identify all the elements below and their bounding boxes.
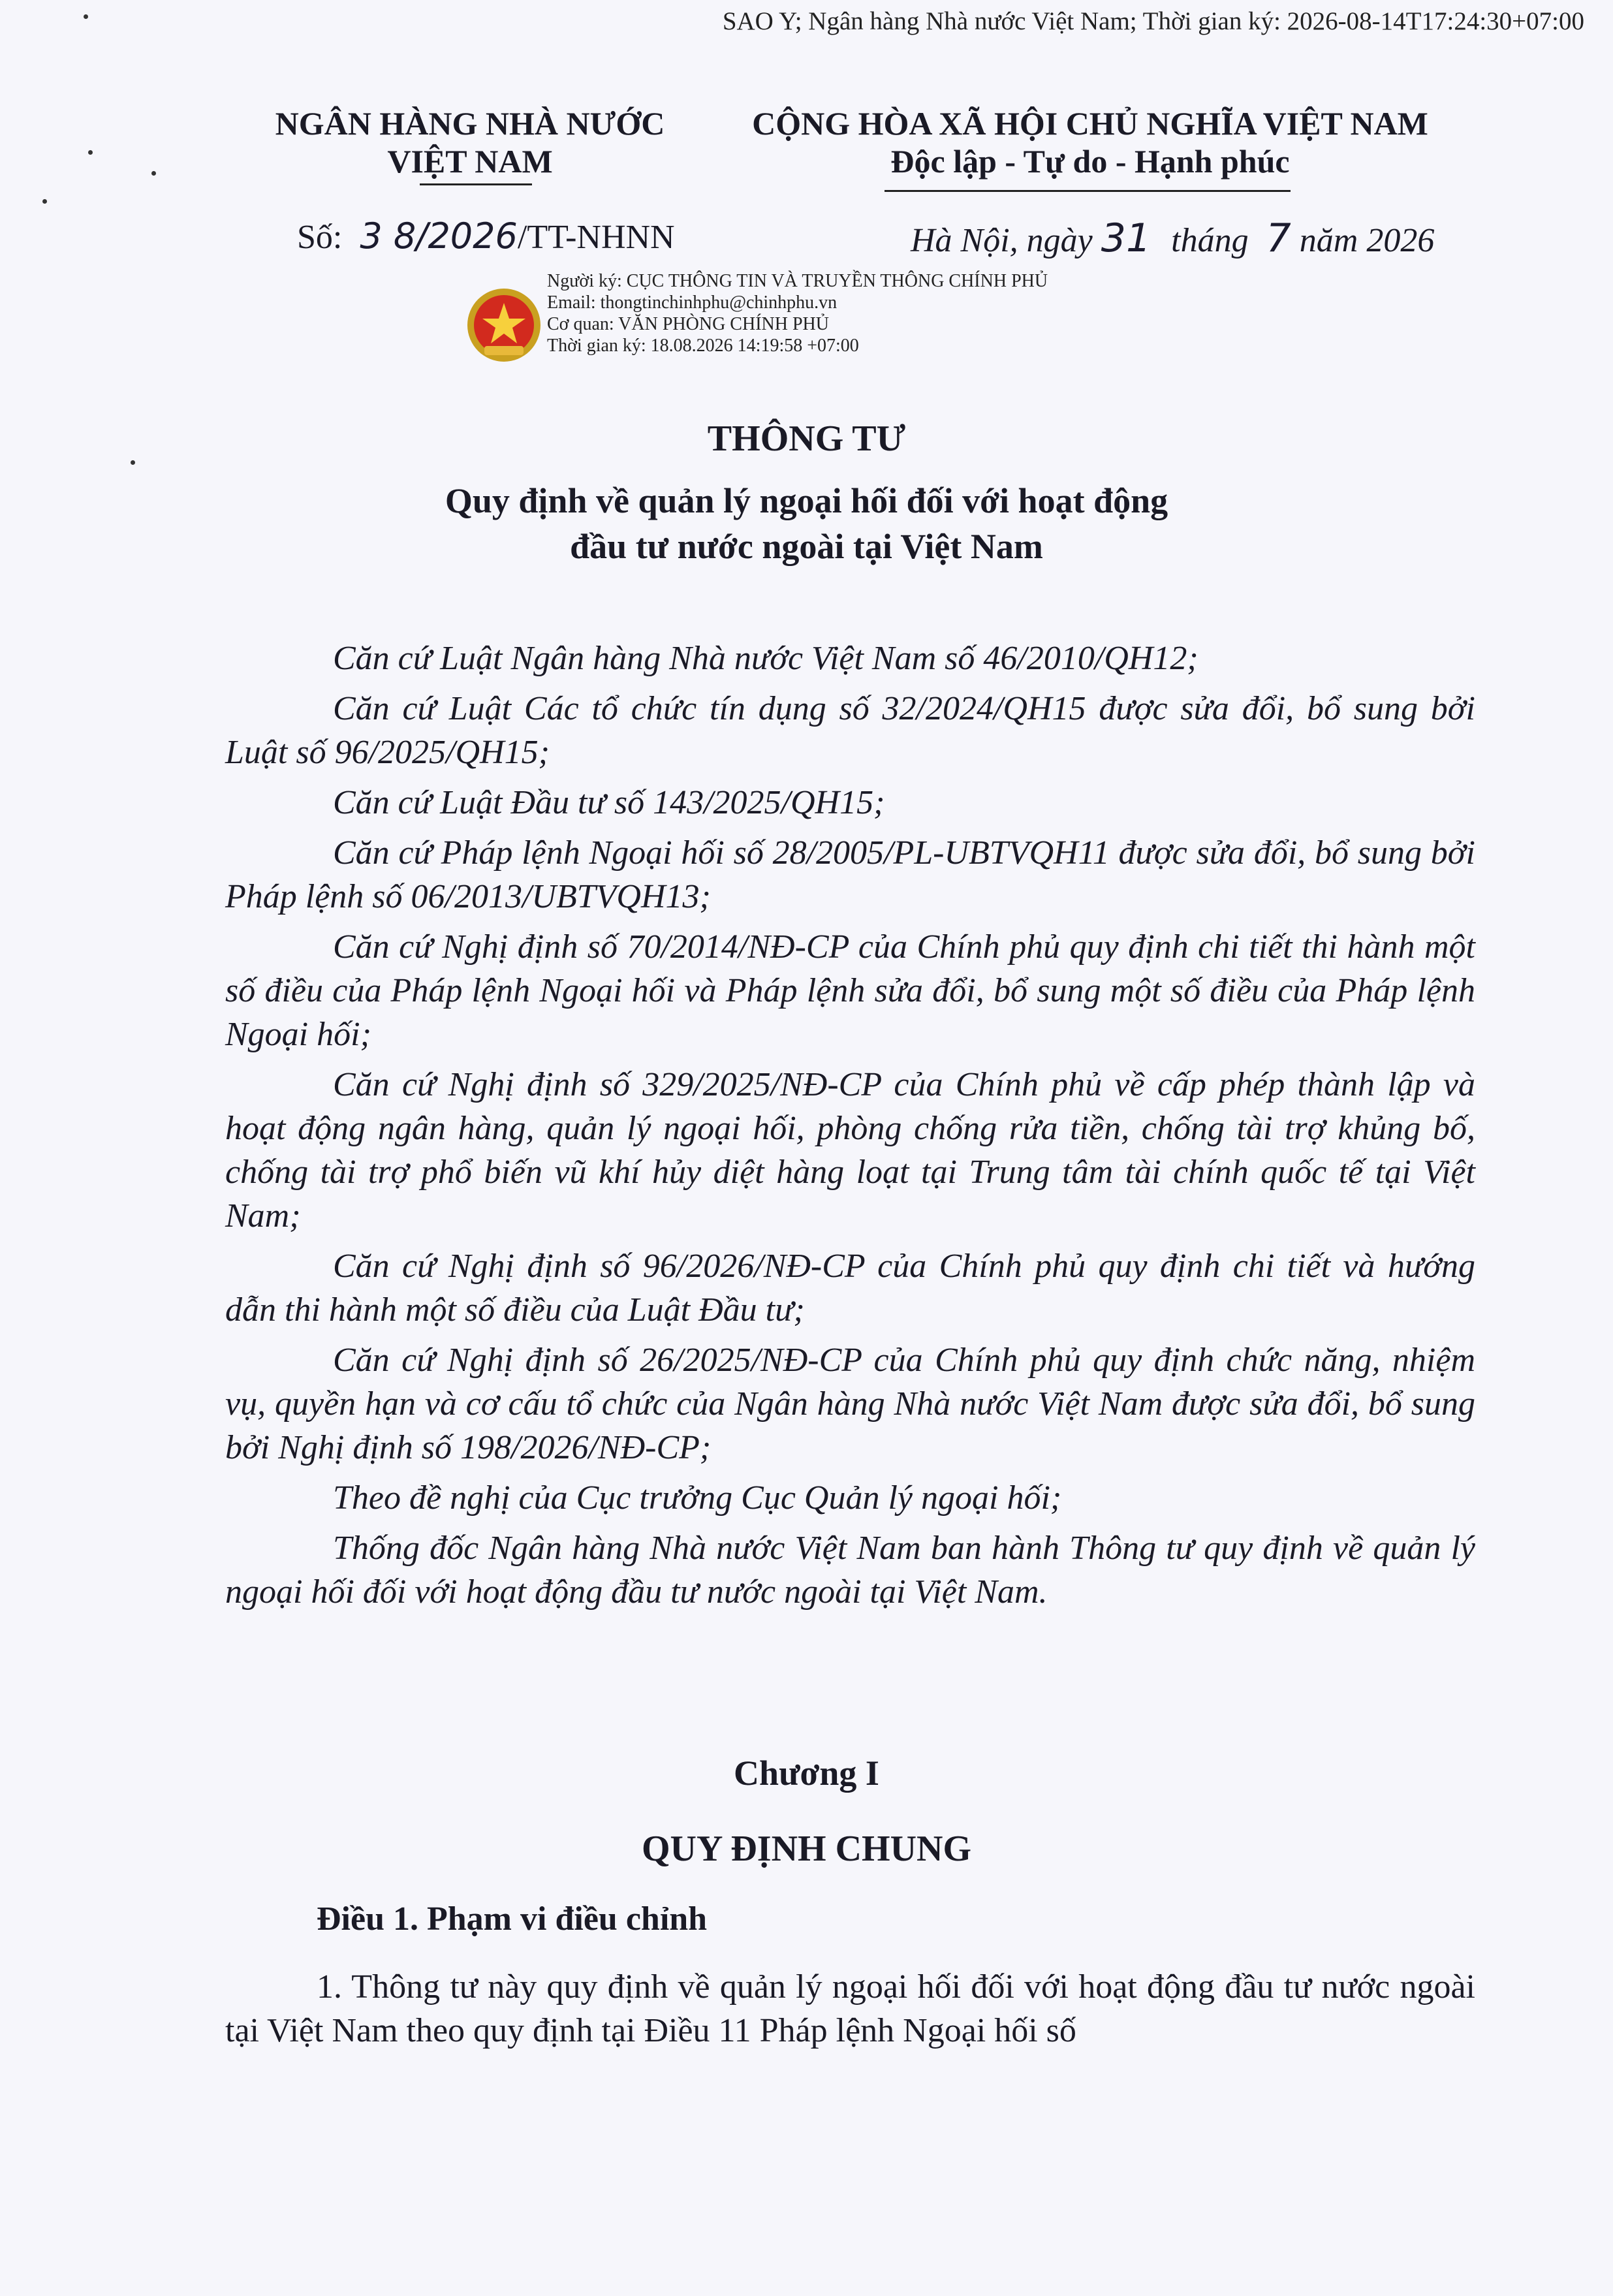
- state-emblem-icon: [465, 286, 543, 364]
- preamble-item: Căn cứ Luật Các tổ chức tín dụng số 32/2024/QH15 được sửa đổi, bổ sung bởi Luật số 96/2025/QH15;: [225, 690, 1475, 771]
- scan-speck: [151, 171, 156, 176]
- digital-signature-info: [547, 270, 1135, 356]
- preamble-item: Căn cứ Nghị định số 70/2014/NĐ-CP của Chính phủ quy định chi tiết thi hành một số điều của Pháp lệnh Ngoại hối và Pháp lệnh sửa đổi, bổ sung một số điều của Pháp lệnh Ngoại hối;: [225, 928, 1475, 1053]
- preamble-item: Theo đề nghị của Cục trưởng Cục Quản lý ngoại hối;: [333, 1479, 1062, 1517]
- preamble-item: Thống đốc Ngân hàng Nhà nước Việt Nam ban hành Thông tư quy định về quản lý ngoại hối đối với hoạt động đầu tư nước ngoài tại Việt Nam.: [225, 1530, 1475, 1611]
- scan-speck: [84, 14, 88, 19]
- issuer-underline: [420, 183, 532, 185]
- subject-line2: đầu tư nước ngoài tại Việt Nam: [570, 527, 1043, 566]
- preamble-item: Căn cứ Nghị định số 329/2025/NĐ-CP của Chính phủ về cấp phép thành lập và hoạt động ngân hàng, quản lý ngoại hối, phòng chống rửa tiền, chống tài trợ khủng bố, chống tài trợ phổ biến vũ khí hủy diệt hàng loạt tại Trung tâm tài chính quốc tế tại Việt Nam;: [225, 1066, 1475, 1234]
- signature-agency: Cơ quan: VĂN PHÒNG CHÍNH PHỦ: [547, 314, 829, 334]
- preamble-item: Căn cứ Nghị định số 26/2025/NĐ-CP của Chính phủ quy định chức năng, nhiệm vụ, quyền hạn và cơ cấu tổ chức của Ngân hàng Nhà nước Việt Nam được sửa đổi, bổ sung bởi Nghị định số 198/2026/NĐ-CP;: [225, 1342, 1475, 1466]
- signature-signer: Người ký: CỤC THÔNG TIN VÀ TRUYỀN THÔNG CHÍNH PHỦ: [547, 271, 1048, 291]
- number-prefix: Số:: [297, 219, 343, 256]
- national-motto: Độc lập - Tự do - Hạnh phúc: [890, 143, 1290, 180]
- preamble: [225, 637, 1475, 1614]
- preamble-item: Căn cứ Luật Ngân hàng Nhà nước Việt Nam số 46/2010/QH12;: [333, 640, 1198, 677]
- document-subject: [0, 478, 1613, 569]
- national-title: CỘNG HÒA XÃ HỘI CHỦ NGHĨA VIỆT NAM: [752, 105, 1428, 142]
- issuer-name-line2: VIỆT NAM: [387, 143, 553, 180]
- copy-signature-stamp: SAO Y; Ngân hàng Nhà nước Việt Nam; Thời gian ký: 2026-08-14T17:24:30+07:00: [722, 7, 1584, 35]
- issuer-name-line1: NGÂN HÀNG NHÀ NƯỚC: [275, 105, 665, 142]
- issue-date: [911, 215, 1434, 261]
- date-month-word: tháng: [1171, 222, 1249, 259]
- handwritten-day: 31: [1101, 215, 1151, 261]
- chapter-number: Chương I: [734, 1753, 879, 1793]
- scan-speck: [131, 460, 135, 465]
- handwritten-number: 3 8/2026: [360, 215, 518, 257]
- preamble-item: Căn cứ Pháp lệnh Ngoại hối số 28/2005/PL-UBTVQH11 được sửa đổi, bổ sung bởi Pháp lệnh số 06/2013/UBTVQH13;: [225, 834, 1475, 915]
- date-place: Hà Nội, ngày: [911, 222, 1093, 259]
- article-clause: 1. Thông tư này quy định về quản lý ngoại hối đối với hoạt động đầu tư nước ngoài tại Việt Nam theo quy định tại Điều 11 Pháp lệnh Ngoại hối số: [225, 1968, 1475, 2049]
- scan-speck: [88, 150, 93, 155]
- signature-time: Thời gian ký: 18.08.2026 14:19:58 +07:00: [547, 336, 859, 356]
- date-year: năm 2026: [1299, 222, 1435, 259]
- chapter-title: QUY ĐỊNH CHUNG: [641, 1829, 972, 1869]
- document-number: [297, 215, 675, 257]
- national-header: [731, 104, 1449, 180]
- motto-underline: [885, 190, 1291, 192]
- preamble-item: Căn cứ Luật Đầu tư số 143/2025/QH15;: [333, 784, 885, 821]
- subject-line1: Quy định về quản lý ngoại hối đối với hoạt động: [445, 481, 1168, 520]
- scan-speck: [42, 199, 47, 204]
- article-heading: Điều 1. Phạm vi điều chỉnh: [317, 1900, 708, 1938]
- number-suffix: /TT-NHNN: [517, 219, 675, 256]
- handwritten-month: 7: [1266, 215, 1291, 261]
- issuer-header: [268, 104, 672, 180]
- document-type-title: THÔNG TƯ: [707, 418, 906, 459]
- preamble-item: Căn cứ Nghị định số 96/2026/NĐ-CP của Chính phủ quy định chi tiết và hướng dẫn thi hành một số điều của Luật Đầu tư;: [225, 1248, 1475, 1329]
- signature-email: Email: thongtinchinhphu@chinhphu.vn: [547, 292, 838, 313]
